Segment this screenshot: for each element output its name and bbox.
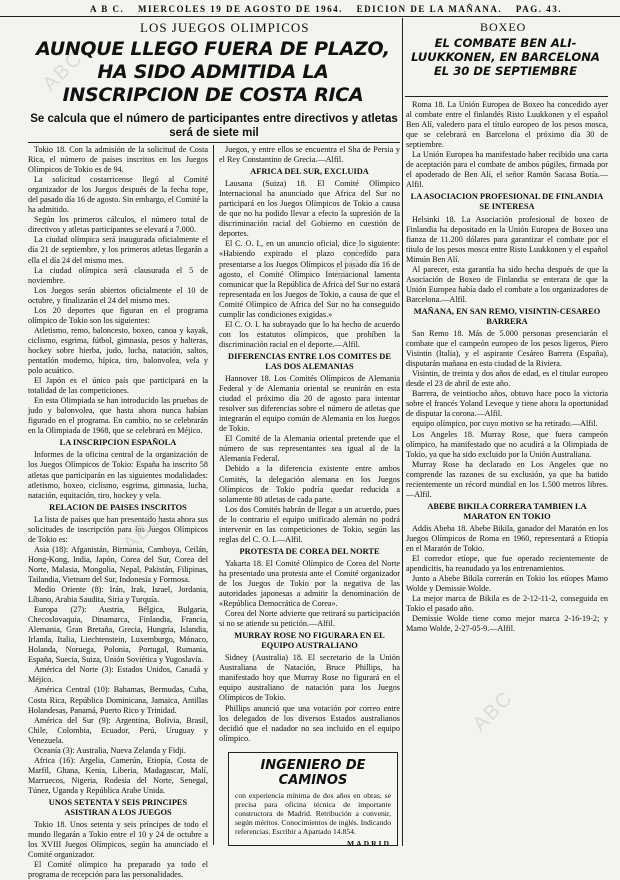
germanies-subhead: DIFERENCIAS ENTRE LOS COMITES DE LAS DOS ALEMANIAS <box>228 351 391 371</box>
article-paragraph: Helsinki 18. La Asociación profesional de boxeo de Finlandia ha depositado en la Unión Europea de Boxeo una fianza de 11.200 dólares para garantizar el combate por el título de los pesos mosca entre Risto Luukkonen y el español Mimún Ben Alí. <box>406 214 608 264</box>
article-paragraph: Addis Abeba 18. Abebe Bikila, ganador del Maratón en los Juegos Olímpicos de Roma en 1960, representará a Etiopía en el Maratón de Tokio. <box>406 523 608 554</box>
article-paragraph: Hannover 18. Los Comités Olímpicos de Alemania Federal y de Alemania oriental se reunirán en esta ciudad el próximo día 20 de agosto para intentar resolver sus diferencias sobre el número de atletas que integrarán el equipo común de Alemania en los Juegos de Tokio. <box>219 374 400 434</box>
article-paragraph: América del Sur (9): Argentina, Bolivia, Brasil, Chile, Colombia, Ecuador, Perú, Uruguay y Venezuela. <box>28 715 208 745</box>
princes-subhead: UNOS SETENTA Y SEIS PRINCIPES ASISTIRAN A LOS JUEGOS <box>48 798 188 818</box>
col3b-paragraphs <box>406 215 608 305</box>
article-paragraph: Roma 18. La Unión Europea de Boxeo ha concedido ayer al combate entre el finlandés Risto Luukkonen y el español Ben Alí, valedero para el título europeo de los pesos mosca, que se celebrará en Barcelona el próximo día 30 de septiembre. <box>406 100 608 150</box>
edition-label: EDICION DE LA MAÑANA. <box>356 4 503 14</box>
murray-rose-subhead: MURRAY ROSE NO FIGURARA EN EL EQUIPO AUSTRALIANO <box>234 631 385 651</box>
article-paragraph: San Remo 18. Más de 5.000 personas presenciarán el combate que el campeón europeo de los pesos ligeros, Piero Visintin (Italia), y el aspirante Cesáreo Barrera (España), disputarán mañana en esta ciudad de la Riviera. <box>406 329 608 369</box>
article-paragraph: El C. O. I., en un anuncio oficial, dice lo siguiente: «Habiendo expirado el plazo concedido para presentarse a los Juegos Olímpicos el pasado día 16 de agosto, el Comité Olímpico Internacional lamenta comunicar que la República de Africa del Sur no estará representada en los Juegos de Tokio, a causa de que el Comité Olímpico de Africa del Sur no ha conseguido cumplir las condiciones exigidas.» <box>219 239 400 319</box>
article-paragraph: Según los primeros cálculos, el número total de directivos y atletas participantes se elevará a 7.000. <box>28 215 208 235</box>
col2b-paragraphs <box>219 179 400 350</box>
paper-name: A B C. <box>90 4 125 14</box>
bikila-subhead: ABEBE BIKILA CORRERA TAMBIEN LA MARATON EN TOKIO <box>427 501 587 521</box>
col3c-paragraphs <box>406 329 608 419</box>
running-header <box>90 4 560 14</box>
south-africa-subhead: AFRICA DEL SUR, EXCLUIDA <box>250 167 369 177</box>
ad-footer <box>229 839 397 848</box>
column-3 <box>406 100 608 846</box>
article-paragraph: Junto a Abebe Bikila correrán en Tokio los etíopes Mamo Wolde y Demissie Wolde. <box>406 574 608 594</box>
col3e-paragraphs <box>406 524 608 635</box>
article-paragraph: Los Angeles 18. Murray Rose, que fuera campeón olímpico, ha manifestado que no acudirá a la Olimpiada de Tokio, ya que ha sido excluido por la Unión Australiana. <box>406 429 608 459</box>
article-paragraph: Debido a la diferencia existente entre ambos Comités, la delegación alemana en los Juegos Olímpicos de Tokio podría quedar reducida a solamente 80 atletas de cada parte. <box>219 464 400 504</box>
article-paragraph: Africa (16): Argelia, Camerún, Etiopía, Costa de Marfil, Ghana, Kenia, Liberia, Madagascar, Malí, Marruecos, Nigeria, Rodesia del Norte, Senegal, Túnez, Uganda y República Arabe Unida. <box>28 755 208 795</box>
article-paragraph: Oceanía (3): Australia, Nueva Zelanda y Fidji. <box>34 745 186 755</box>
article-paragraph: Corea del Norte advierte que retirará su participación si no se atiende su petición.—Alfil. <box>219 609 400 629</box>
olympics-kicker: LOS JUEGOS OLIMPICOS <box>140 20 310 35</box>
costa-rica-deck: Se calcula que el número de participantes entre directivos y atletas será de siete mil <box>30 113 398 139</box>
article-paragraph: equipo olímpico, por cuyo motivo se ha retirado.—Alfil. <box>412 419 598 429</box>
article-paragraph: En esta Olimpiada se han introducido las pruebas de judo y balonvolea, que hasta ahora nunca habían figurado en el programa. En cambio, no se celebrarán en la Olimpiada de 1968, que se celebrará en Méjico. <box>28 396 208 436</box>
article-paragraph: La Unión Europea ha manifestado haber recibido una carta de aceptación para el combate de ambos púgiles, firmada por el apoderado de Ben Alí, el señor Ramón Sacasa Botía.—Alfil. <box>406 150 608 190</box>
article-paragraph: El Comité de la Alemania oriental pretende que el número de sus representantes sea igual al de la Alemania Federal. <box>219 434 400 464</box>
article-paragraph: Tokio 18. Unos setenta y seis príncipes de todo el mundo llegarán a Tokio entre el 10 y 24 de octubre a los XVIII Juegos Olímpicos, según ha anunciado el Comité organizador. <box>28 820 208 860</box>
header-rule <box>0 16 620 17</box>
column-1 <box>28 145 208 880</box>
costa-rica-headline: AUNQUE LLEGO FUERA DE PLAZO, HA SIDO ADMITIDA LA INSCRIPCION DE COSTA RICA <box>36 38 390 106</box>
spanish-entry-subhead: LA INSCRIPCION ESPAÑOLA <box>59 438 177 448</box>
col2c-paragraphs <box>219 374 400 545</box>
article-paragraph: Tokio 18. Con la admisión de la solicitud de Costa Rica, el número de países inscritos en los Juegos Olímpicos de Tokio es de 94. <box>28 145 208 175</box>
article-paragraph: Medio Oriente (8): Irán, Irak, Israel, Jordania, Líbano, Arabia Saudita, Siria y Turquía. <box>28 585 208 605</box>
article-paragraph: La ciudad olímpica será clausurada el 5 de noviembre. <box>28 265 208 285</box>
article-paragraph: El corredor etíope, que fue operado recientemente de apendicitis, ha reanudado ya los entrenamientos. <box>406 554 608 574</box>
article-paragraph: Los Juegos serán abiertos oficialmente el 10 de octubre, y finalizarán el 24 del mismo mes. <box>28 285 208 305</box>
boxing-kicker: BOXEO <box>480 20 527 34</box>
watermark-mark: ABC <box>468 686 518 736</box>
finland-subhead: LA ASOCIACION PROFESIONAL DE FINLANDIA SE INTERESA <box>410 192 604 212</box>
article-paragraph: Los dos Comités habrán de llegar a un acuerdo, pues de lo contrario el equipo unificado alemán no podrá intervenir en las competiciones de Tokio, según las reglas del C. O. I.—Alfil. <box>219 504 400 544</box>
engineer-job-ad <box>228 752 398 846</box>
article-paragraph: Yakarta 18. El Comité Olímpico de Corea del Norte ha presentado una protesta ante el Comité organizador de los Juegos de Tokio por la negativa de las autoridades japonesas a admitir la denominación de «República Democrática de Corea». <box>219 558 400 609</box>
ad-title: INGENIERO DE CAMINOS <box>260 758 366 788</box>
column-divider-2 <box>402 18 403 846</box>
watermark-mark: ABC <box>118 506 168 556</box>
watermark-mark: ABC <box>328 236 378 286</box>
article-paragraph: Barrera, de veintiocho años, obtuvo hace poco la victoria sobre el francés Yoland Leveque y tiene ahora la oportunidad de disputar la corona.—Alfil. <box>406 389 608 419</box>
article-paragraph: La ciudad olímpica será inaugurada oficialmente el día 21 de septiembre, y los primeros atletas llegarán a ella el día 24 del mismo mes. <box>28 235 208 265</box>
article-paragraph: América Central (10): Bahamas, Bermudas, Cuba, Costa Rica, República Dominicana, Jamaica, Antillas Holandesas, Panamá, Puerto Rico y Trinidad. <box>28 685 208 715</box>
article-paragraph: El Comité olímpico ha preparado ya todo el programa de recepción para las personalidades. <box>28 860 208 880</box>
north-korea-subhead: PROTESTA DE COREA DEL NORTE <box>239 546 380 556</box>
issue-date: MIERCOLES 19 DE AGOSTO DE 1964. <box>138 4 343 14</box>
col2e-paragraphs <box>219 653 400 743</box>
article-paragraph: Al parecer, esta garantía ha sido hecha después de que la Asociación de Boxeo de Finlandia se enterara de que la Unión Europea había dado el combate a los organizadores de Barcelona.—Alfil. <box>406 264 608 304</box>
col1-paragraphs <box>28 145 208 436</box>
countries-list-subhead: RELACION DE PAISES INSCRITOS <box>49 502 187 512</box>
san-remo-subhead: MAÑANA, EN SAN REMO, VISINTIN-CESAREO BARRERA <box>413 306 601 326</box>
article-paragraph: Atletismo, remo, baloncesto, boxeo, canoa y kayak, ciclismo, esgrima, fútbol, gimnasia, pesos y halteras, hockey sobre hierba, judo, lucha, natación, saltos, pentatlón moderno, hípica, tiro, balonvolea, vela y polo acuático. <box>28 325 208 376</box>
article-paragraph: América del Norte (3): Estados Unidos, Canadá y Méjico. <box>28 665 208 685</box>
article-paragraph: Phillips anunció que una votación por correo entre los delegados de los diversos Estados australianos decidió que el nadador no sea incluido en el equipo olímpico. <box>219 703 400 743</box>
col2a-paragraphs <box>219 145 400 165</box>
ad-city: MADRID <box>346 839 391 848</box>
col1c-paragraphs <box>28 515 208 796</box>
col3a-paragraphs <box>406 100 608 190</box>
article-paragraph: Demissie Wolde tiene como mejor marca 2-16-19-2; y Mamo Wolde, 2-27-05-9.—Alfil. <box>406 614 608 634</box>
column-divider-1 <box>213 145 214 845</box>
article-paragraph: La lista de países que han presentado hasta ahora sus solicitudes de inscripción para los Juegos Olímpicos de Tokio es: <box>28 514 208 544</box>
deck-rule <box>28 142 400 143</box>
ad-body: con experiencia mínima de dos años en obras, se precisa para oficina técnica de importante constructora de Madrid. Retribución a convenir, según méritos. Conocimientos de inglés. Indicando referencias. Escribir a Apartado 14.854. <box>235 791 391 836</box>
article-paragraph: Informes de la oficina central de la organización de los Juegos Olímpicos de Tokio: España ha inscrito 58 atletas que participarán en las siguientes modalidades: atletismo, boxeo, ciclismo, esgrima, gimnasia, lucha, natación, equitación, tiro, hockey y vela. <box>28 450 208 500</box>
article-paragraph: Murray Rose ha declarado en Los Angeles que no comprende las razones de su exclusión, ya que ha batido recientemente un récord mundial en los 1.500 metros libres.—Alfil. <box>406 459 608 499</box>
article-paragraph: El Japón es el único país que participará en la totalidad de las competiciones. <box>28 376 208 396</box>
article-paragraph: El C. O. I. ha subrayado que lo ha hecho de acuerdo con los estatutos olímpicos, que prohíben la discriminación racial en el deporte.—Alfil. <box>219 319 400 349</box>
article-paragraph: La solicitud costarricense llegó al Comité organizador de los Juegos después de la fecha tope, del pasado día 16 de agosto. Sin embargo, el Comité la ha admitido. <box>28 175 208 215</box>
article-paragraph: Juegos, y entre ellos se encuentra el Sha de Persia y el Rey Constantino de Grecia.—Alfil. <box>219 145 400 165</box>
boxing-rule <box>405 96 608 97</box>
column-2 <box>219 145 400 749</box>
watermark-mark: ABC <box>38 46 88 96</box>
article-paragraph: Sidney (Australia) 18. El secretario de la Unión Australiana de Natación, Bruce Phillips, ha manifestado hoy que Murray Rose no figurará en el equipo australiano de natación para los Juegos Olímpicos de Tokio. <box>219 653 400 703</box>
col3d-paragraphs <box>406 419 608 499</box>
boxing-headline: EL COMBATE BEN ALI-LUUKKONEN, EN BARCELONA EL 30 DE SEPTIEMBRE <box>411 36 600 78</box>
article-paragraph: Los 20 deportes que figuran en el programa olímpico de Tokio son los siguientes: <box>28 305 208 325</box>
article-paragraph: Visintin, de treinta y dos años de edad, es el titular europeo desde el 23 de abril de este año. <box>406 369 608 389</box>
article-paragraph: La mejor marca de Bikila es de 2-12-11-2, conseguida en Tokio el pasado año. <box>406 594 608 614</box>
article-paragraph: Asia (18): Afganistán, Birmania, Camboya, Ceilán, Hong-Kong, India, Japón, Corea del Sur, Corea del Norte, Malasia, Mongolia, Nepal, Pakistán, Filipinas, Tailandia, Vietnam del Sur, Indonesia y Formosa. <box>28 544 208 584</box>
article-paragraph: Lausana (Suiza) 18. El Comité Olímpico Internacional ha anunciado que Africa del Sur no participará en los Juegos Olímpicos de Tokio a causa de que no ha podido llevar a efecto la supresión de la discriminación racial del Gobierno en cuestión de deportes. <box>219 179 400 239</box>
page-number: PAG. 43. <box>515 4 562 14</box>
col1b-paragraphs <box>28 450 208 500</box>
article-paragraph: Europa (27): Austria, Bélgica, Bulgaria, Checoslovaquia, Dinamarca, Finlandia, Francia, Alemania, Gran Bretaña, Grecia, Hungría, Islandia, Irlanda, Italia, Liechtenstein, Luxemburgo, Mónaco, Holanda, Noruega, Polonia, Portugal, Rumania, España, Suecia, Suiza, Unión Soviética y Yugoslavia. <box>28 605 208 665</box>
col2d-paragraphs <box>219 559 400 629</box>
col1d-paragraphs <box>28 820 208 880</box>
